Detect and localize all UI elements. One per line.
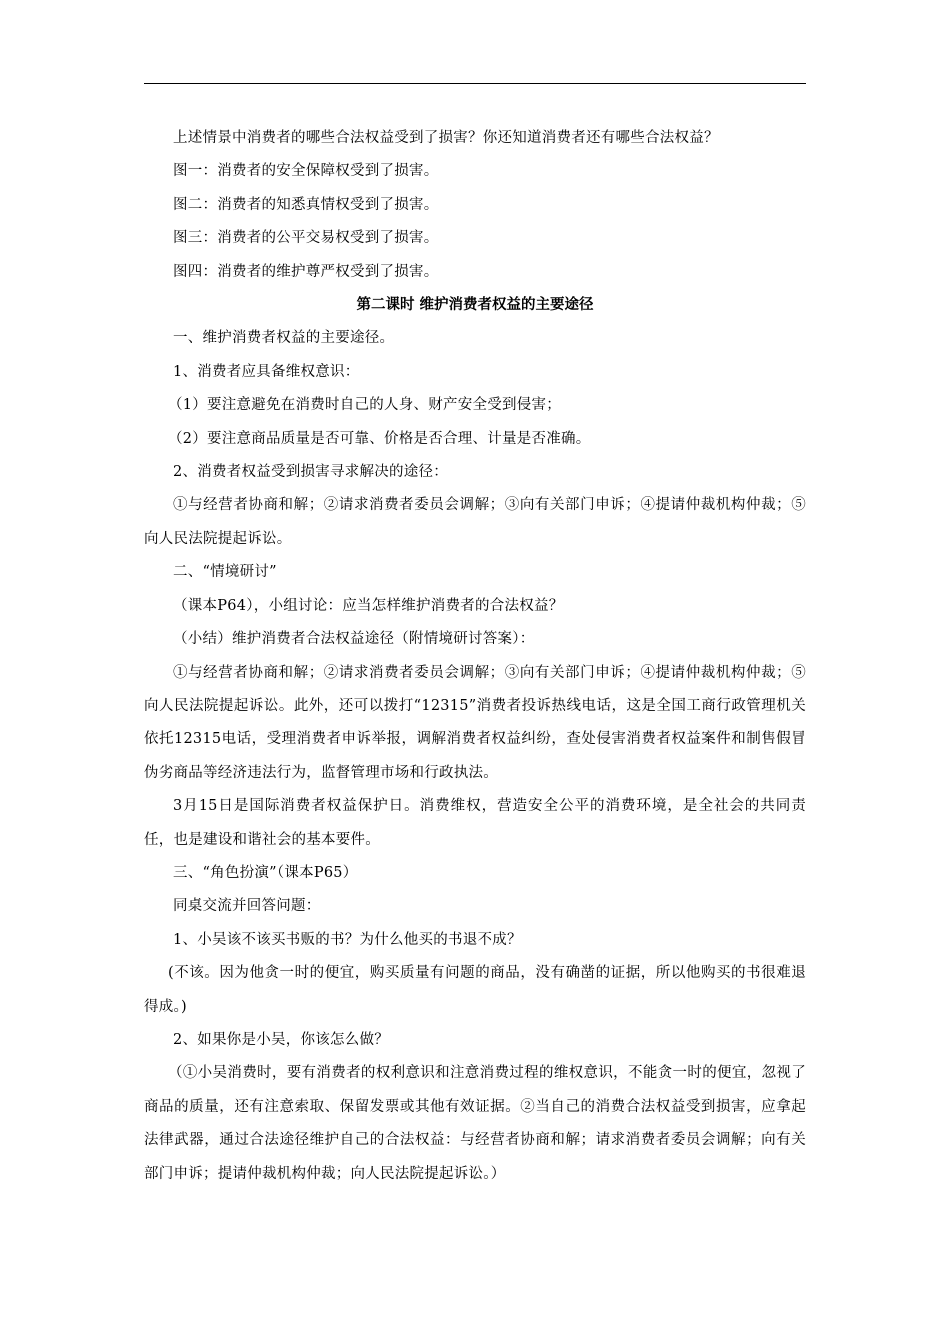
- question-1: 1、小吴该不该买书贩的书？为什么他买的书退不成？: [173, 931, 522, 948]
- discussion-prompt: （课本P64），小组讨论：应当怎样维护消费者的合法权益？: [173, 597, 564, 614]
- figure-4-answer: 图四：消费者的维护尊严权受到了损害。: [173, 263, 439, 280]
- point-1-item-2: （2）要注意商品质量是否可靠、价格是否合理、计量是否准确。: [168, 430, 591, 447]
- figure-2-answer: 图二：消费者的知悉真情权受到了损害。: [173, 196, 439, 213]
- question-paragraph: 上述情景中消费者的哪些合法权益受到了损害？你还知道消费者还有哪些合法权益？: [173, 130, 719, 146]
- point-1-item-1: （1）要注意避免在消费时自己的人身、财产安全受到侵害；: [168, 397, 561, 414]
- figure-1-answer: 图一：消费者的安全保障权受到了损害。: [173, 163, 439, 180]
- summary-paragraph: ①与经营者协商和解；②请求消费者委员会调解；③向有关部门申诉；④提请仲裁机构仲裁；⑤向人民法院提起诉讼。此外，还可以拨打“12315”消费者投诉热线电话，这是全国工商行政管理机关依托12315电话，受理消费者申诉举报，调解消费者权益纠纷，查处侵害消费者权益案件和制售假冒伪劣商品等经济违法行为，监督管理市场和行政执法。: [144, 664, 806, 781]
- consumer-day-paragraph: 3月15日是国际消费者权益保护日。消费维权，营造安全公平的消费环境，是全社会的共同责任，也是建设和谐社会的基本要件。: [144, 798, 806, 848]
- exchange-instruction: 同桌交流并回答问题：: [173, 898, 321, 915]
- answer-2: （①小吴消费时，要有消费者的权利意识和注意消费过程的维权意识，不能贪一时的便宜，忽视了商品的质量，还有注意索取、保留发票或其他有效证据。②当自己的消费合法权益受到损害，应拿起法律武器，通过合法途径维护自己的合法权益：与经营者协商和解；请求消费者委员会调解；向有关部门申诉；提请仲裁机构仲裁；向人民法院提起诉讼。）: [144, 1065, 806, 1182]
- summary-heading: （小结）维护消费者合法权益途径（附情境研讨答案）：: [173, 631, 535, 648]
- section-1-heading: 一、维护消费者权益的主要途径。: [173, 330, 395, 347]
- question-2: 2、如果你是小吴，你该怎么做？: [173, 1031, 389, 1048]
- document-body: [144, 122, 806, 1191]
- answer-1: (不该。因为他贪一时的便宜，购买质量有问题的商品，没有确凿的证据，所以他购买的书很难退得成。): [144, 965, 806, 1015]
- point-1-heading: 1、消费者应具备维权意识：: [173, 363, 360, 380]
- header-rule: [144, 83, 806, 84]
- figure-3-answer: 图三：消费者的公平交易权受到了损害。: [173, 230, 439, 247]
- lesson-title: 第二课时 维护消费者权益的主要途径: [356, 297, 594, 314]
- section-2-heading: 二、“情境研讨”: [173, 564, 277, 581]
- resolution-routes: ①与经营者协商和解；②请求消费者委员会调解；③向有关部门申诉；④提请仲裁机构仲裁；⑤向人民法院提起诉讼。: [144, 497, 806, 547]
- section-3-heading: 三、“角色扮演”（课本P65）: [173, 864, 358, 881]
- point-2-heading: 2、消费者权益受到损害寻求解决的途径：: [173, 464, 448, 481]
